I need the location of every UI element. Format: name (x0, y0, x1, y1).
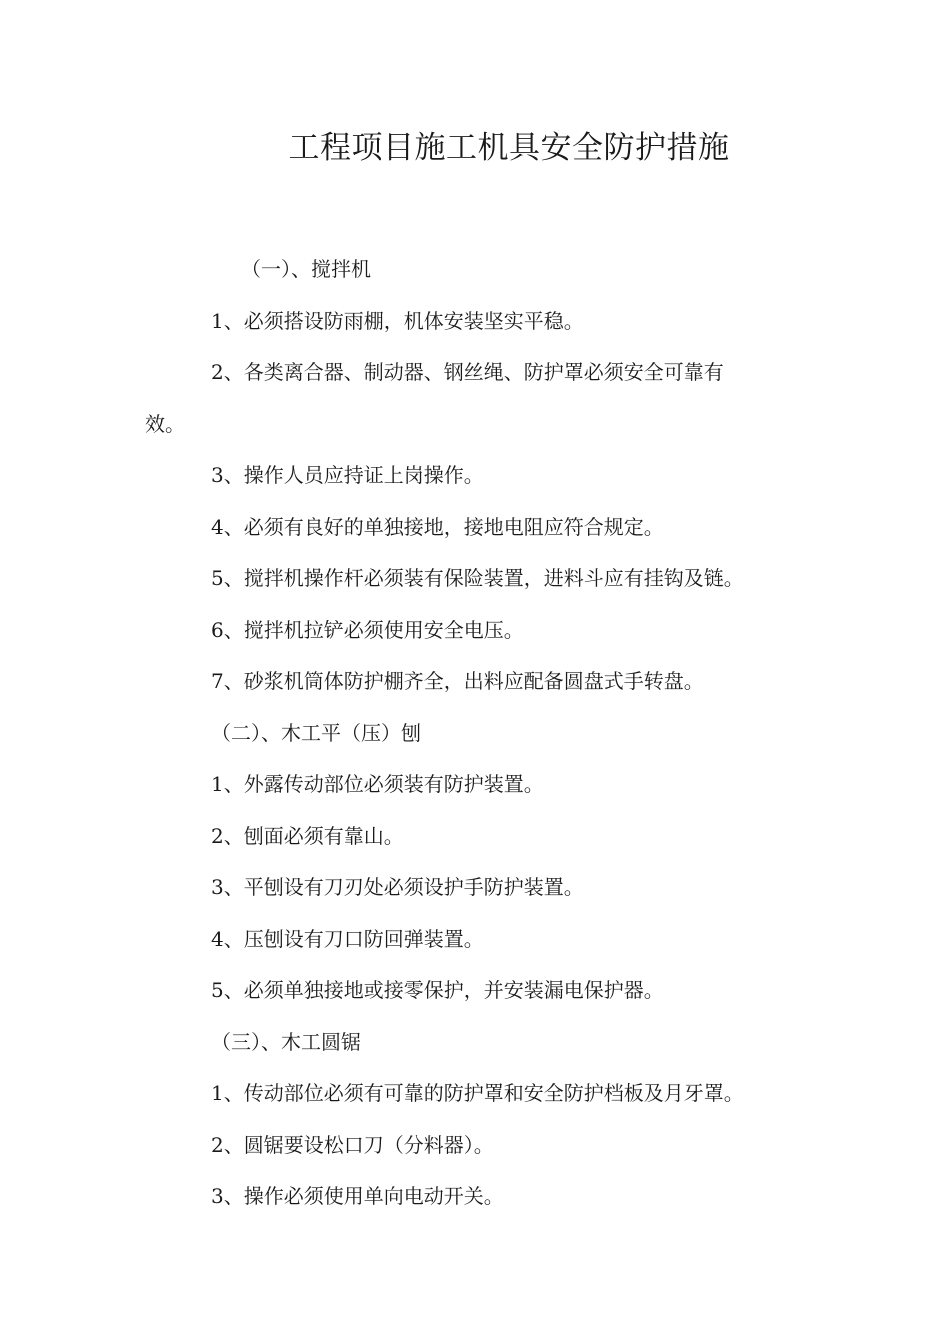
document-title: 工程项目施工机具安全防护措施 (288, 130, 730, 166)
section-heading-mixer: （一）、搅拌机 (241, 257, 371, 281)
paragraph-line: 4、必须有良好的单独接地，接地电阻应符合规定。 (211, 514, 664, 539)
document-body (145, 244, 810, 1223)
paragraph-line: 2、刨面必须有靠山。 (211, 823, 404, 848)
paragraph-line: 3、平刨设有刀刃处必须设护手防护装置。 (211, 875, 584, 899)
paragraph-line: 5、搅拌机操作杆必须装有保险装置，进料斗应有挂钩及链。 (211, 566, 744, 590)
paragraph-line: 7、砂浆机筒体防护棚齐全，出料应配备圆盘式手转盘。 (211, 669, 704, 693)
paragraph-line: 4、压刨设有刀口防回弹装置。 (211, 926, 484, 951)
paragraph-line: 6、搅拌机拉铲必须使用安全电压。 (211, 617, 524, 642)
paragraph-line: 2、圆锯要设松口刀（分料器）。 (211, 1132, 494, 1157)
paragraph-line: 效。 (145, 411, 185, 436)
section-heading-planer: （二）、木工平（压）刨 (211, 720, 421, 745)
paragraph-line: 3、操作人员应持证上岗操作。 (211, 463, 484, 487)
paragraph-line: 1、传动部位必须有可靠的防护罩和安全防护档板及月牙罩。 (211, 1081, 744, 1105)
paragraph-line: 2、各类离合器、制动器、钢丝绳、防护罩必须安全可靠有 (211, 360, 724, 384)
paragraph-line: 1、外露传动部位必须装有防护装置。 (211, 772, 544, 796)
paragraph-line: 3、操作必须使用单向电动开关。 (211, 1184, 504, 1208)
paragraph-line: 5、必须单独接地或接零保护，并安装漏电保护器。 (211, 978, 664, 1002)
section-heading-circular-saw: （三）、木工圆锯 (211, 1029, 361, 1054)
paragraph-line: 1、必须搭设防雨棚，机体安装坚实平稳。 (211, 308, 584, 333)
